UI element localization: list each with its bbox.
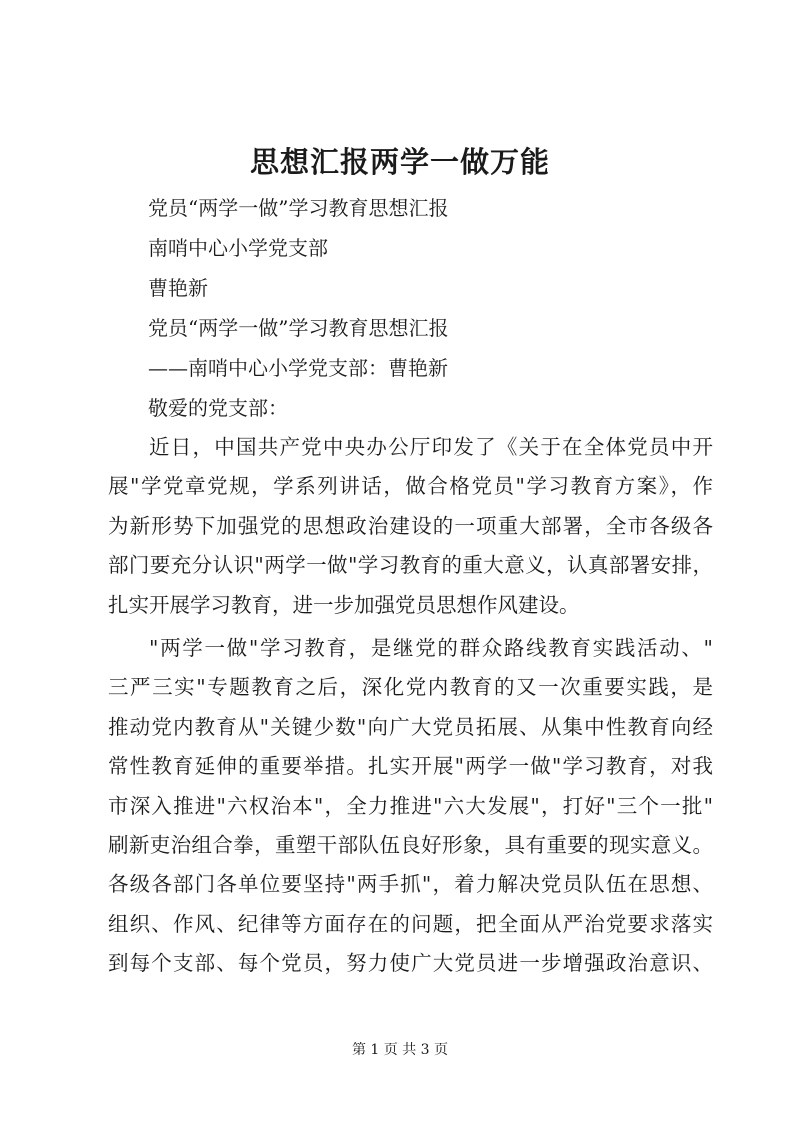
page-number: 第 1 页 共 3 页 bbox=[351, 1042, 449, 1058]
salutation: 敬爱的党支部： bbox=[148, 396, 288, 420]
paragraph-line: 常性教育延伸的重要举措。扎实开展"两学一做"学习教育，对我 bbox=[108, 754, 713, 779]
paragraph-line: 组织、作风、纪律等方面存在的问题，把全面从严治党要求落实 bbox=[108, 911, 713, 936]
paragraph-line: 部门要充分认识"两学一做"学习教育的重大意义，认真部署安排， bbox=[108, 553, 713, 578]
paragraph-line: 扎实开展学习教育，进一步加强党员思想作风建设。 bbox=[108, 592, 580, 617]
paragraph-line: 近日，中国共产党中央办公厅印发了《关于在全体党员中开 bbox=[149, 435, 713, 459]
paragraph-line: 展"学党章党规，学系列讲话，做合格党员"学习教育方案》，作 bbox=[108, 474, 713, 499]
header-line-1: 党员“两学一做”学习教育思想汇报 bbox=[148, 196, 449, 220]
paragraph-line: "两学一做"学习教育，是继党的群众路线教育实践活动、" bbox=[149, 636, 713, 660]
header-line-2: 南哨中心小学党支部 bbox=[148, 236, 328, 260]
paragraph-line: 市深入推进"六权治本"，全力推进"六大发展"，打好"三个一批" bbox=[108, 793, 713, 818]
paragraph-line: 到每个支部、每个党员，努力使广大党员进一步增强政治意识、 bbox=[108, 951, 713, 976]
paragraph-line: 三严三实"专题教育之后，深化党内教育的又一次重要实践，是 bbox=[108, 675, 713, 700]
document-title: 思想汇报两学一做万能 bbox=[249, 145, 550, 179]
header-line-5: ——南哨中心小学党支部：曹艳新 bbox=[148, 356, 448, 380]
paragraph-2 bbox=[108, 629, 713, 984]
header-line-4: 党员“两学一做”学习教育思想汇报 bbox=[148, 316, 449, 340]
paragraph-line: 各级各部门各单位要坚持"两手抓"，着力解决党员队伍在思想、 bbox=[108, 872, 713, 897]
header-line-3: 曹艳新 bbox=[148, 276, 208, 300]
paragraph-line: 刷新吏治组合拳，重塑干部队伍良好形象，具有重要的现实意义。 bbox=[108, 833, 713, 858]
paragraph-line: 为新形势下加强党的思想政治建设的一项重大部署，全市各级各 bbox=[108, 513, 713, 538]
paragraph-line: 推动党内教育从"关键少数"向广大党员拓展、从集中性教育向经 bbox=[108, 714, 713, 739]
paragraph-1 bbox=[108, 428, 713, 625]
